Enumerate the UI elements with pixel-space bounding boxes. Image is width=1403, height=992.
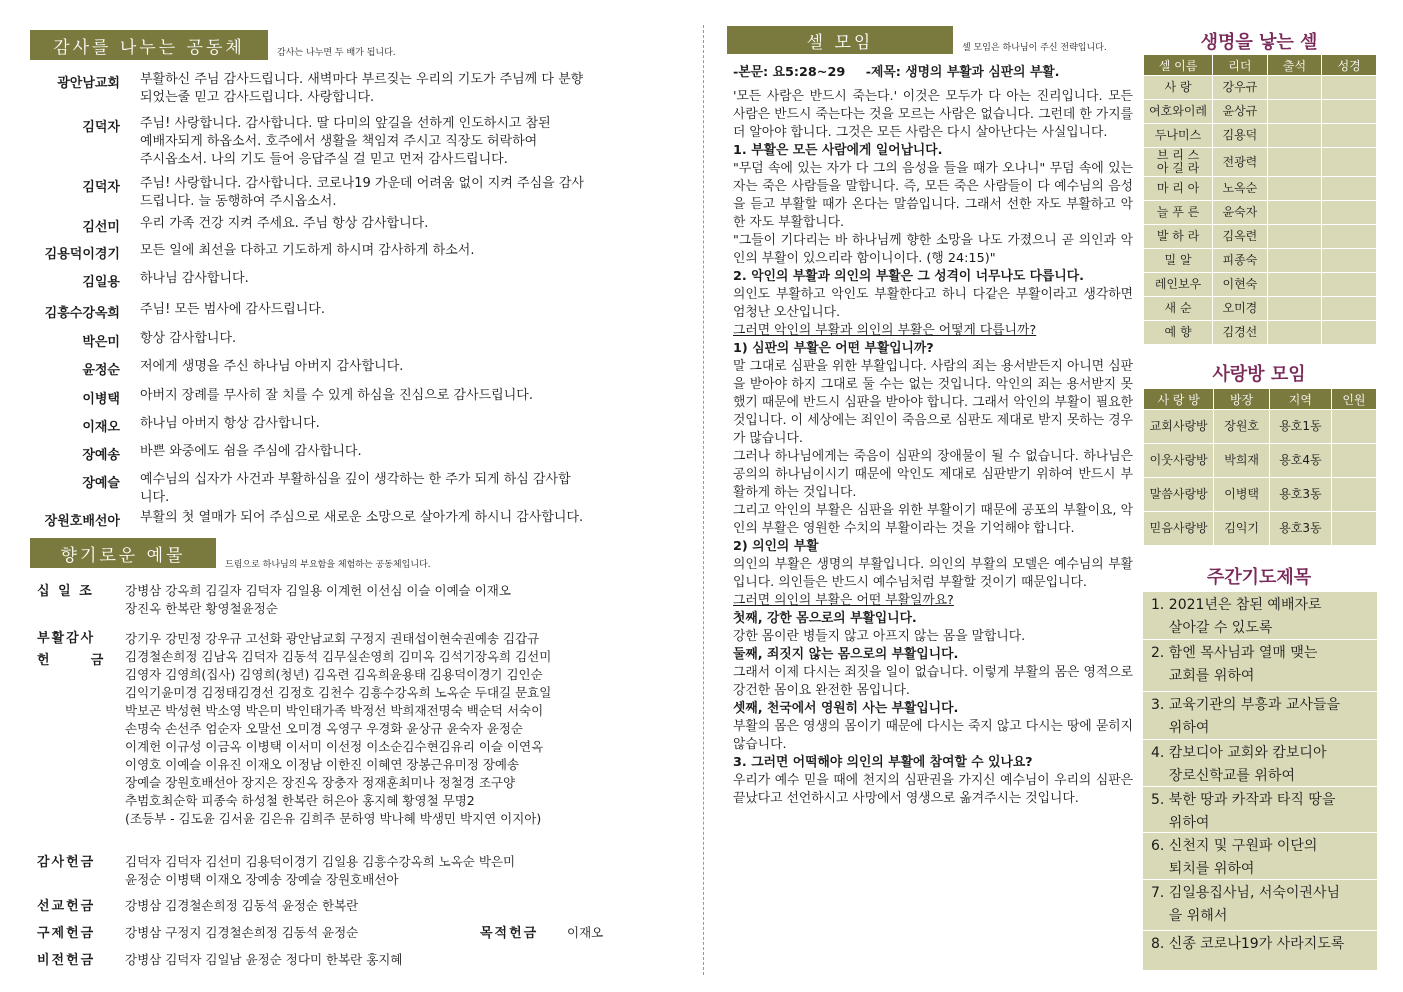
prayer-divider [1143,879,1377,880]
cell-heading: 2) 의인의 부활 [733,539,819,554]
table-cell [1267,249,1322,273]
table-row [1144,410,1377,444]
table-cell: 발 하 라 [1144,225,1213,249]
table-cell: 용호1동 [1269,410,1331,444]
table-cell [1322,177,1377,201]
table-cell [1267,297,1322,321]
table-cell [1322,76,1377,100]
vision-label: 비전헌금 [37,953,96,968]
easter-names: 강기우 강민정 강우규 고선화 광안남교회 구정지 권태섭이현숙권예송 김갑규 김경철손희정 김남옥 김덕자 김동석 김무실손영희 김미옥 김석기장옥희 김선미 김영자 김영희(집사) 김영희(청년) 김옥련 김옥희윤용태 김용덕이경기 김인순 김익기윤미경 김정태김경선 김정호 김천수 김흥수강옥희 노옥순 두대길 문효일 박보곤 박성현 박소영 박은미 박인태가족 박정선 박희재전명숙 백순덕 서숙이 손명숙 손선주 엄순자 오말선 오미경 옥영구 우경화 윤상규 윤숙자 윤정순 이계헌 이규성 이금옥 이병택 이서미 이선정 이소순김수현김유리 이슬 이연옥 이영호 이예슬 이유진 이재오 이정남 이한진 이혜연 장봉근유미정 장예송 장예슬 장원호배선아 장지은 장진옥 장충자 정재훈최미나 정철경 조구양 추범호최순학 피종숙 하성철 한복란 허은아 홍지혜 황영철 무명2 (조등부 - 김도윤 김서윤 김은유 김희주 문하영 박나혜 박생민 박지연 이지아) [125,631,552,826]
table-row [1144,444,1377,478]
table-cell [1322,225,1377,249]
table-cell: 윤상규 [1213,100,1268,124]
table-cell: 예 향 [1144,321,1213,345]
thanks-offering-names: 김덕자 김덕자 김선미 김용덕이경기 김일용 김흥수강옥희 노옥순 박은미 윤정순 이병택 이재오 장예송 장예슬 장원호배선아 [125,854,516,887]
table-cell: 용호3동 [1269,478,1331,512]
table-cell: 새 순 [1144,297,1213,321]
thanks-banner [30,30,268,60]
cell-caption: 셀 모임은 하나님이 주신 전략입니다. [962,43,1107,53]
cell-theme: -제목: 생명의 부활과 심판의 부활. [865,65,1060,80]
table-cell [1267,225,1322,249]
prayer-item: 2. 함엔 목사님과 열매 맺는 교회를 위하여 [1151,645,1318,684]
prayer-divider [1143,786,1377,787]
table-cell: 밀 알 [1144,249,1213,273]
thanks-giver-name: 이병택 [82,392,120,407]
table-cell [1331,478,1376,512]
cell-paragraph: 그러나 하나님에게는 죽음이 심판의 장애물이 될 수 없습니다. 하나님은 공의의 하나님이시기 때문에 악인도 제대로 심판받기 위하여 반드시 부활하게 하는 것입니다. [733,449,1133,500]
thanks-message: 바쁜 와중에도 쉼을 주심에 감사합니다. [140,444,362,459]
thanks-giver-name: 이재오 [82,420,120,435]
table-cell: 김경선 [1213,321,1268,345]
table-row [1144,321,1377,345]
table-cell: 김용덕 [1213,124,1268,148]
table-cell [1267,76,1322,100]
thanks-offering-label: 감사헌금 [37,855,96,870]
cell-paragraph: 말 그대로 심판을 위한 부활입니다. 사람의 죄는 용서받든지 아니면 심판을 받아야 하지 그대로 둘 수는 없는 것입니다. 악인의 죄는 용서받지 못했기 때문에 반드시 심판을 받아야 합니다. 그래서 악인의 부활이 필요한 것입니다. 이 세상에는 죄인이 죽음으로 심판도 제대로 받지 못하는 경우가 많습니다. [733,359,1133,446]
table-cell: 윤숙자 [1213,201,1268,225]
cell-paragraph: 강한 몸이란 병들지 않고 아프지 않는 몸을 말합니다. [733,629,1026,644]
thanks-giver-name: 장예송 [82,448,120,463]
thanks-giver-name: 김덕자 [82,120,120,135]
thanks-message: 저에게 생명을 주신 하나님 아버지 감사합니다. [140,359,404,374]
table-cell: 용호3동 [1269,512,1331,546]
thanks-message: 우리 가족 건강 지켜 주세요. 주님 항상 감사합니다. [140,216,429,231]
thanks-message: 모든 일에 최선을 다하고 기도하게 하시며 감사하게 하소서. [140,243,475,258]
table-row [1144,297,1377,321]
cell-heading: 첫째, 강한 몸으로의 부활입니다. [733,611,917,626]
table-row [1144,249,1377,273]
table-cell [1331,512,1376,546]
table-cell [1267,148,1322,177]
table-cell: 강우규 [1213,76,1268,100]
cell-question: 그러면 의인의 부활은 어떤 부활일까요? [733,593,954,608]
thanks-caption: 감사는 나누면 두 배가 됩니다. [277,48,396,58]
prayer-item: 1. 2021년은 참된 예배자로 살아갈 수 있도록 [1151,597,1322,636]
table-cell [1322,321,1377,345]
table-cell: 여호와이레 [1144,100,1213,124]
table-cell: 레인보우 [1144,273,1213,297]
prayer-item: 5. 북한 땅과 카작과 타직 땅을 위하여 [1151,792,1336,831]
thanks-giver-name: 김선미 [82,220,120,235]
thanks-message: 아버지 장례를 무사히 잘 치를 수 있게 하심을 진심으로 감사드립니다. [140,388,533,403]
prayer-item: 4. 캄보디아 교회와 캄보디아 장로신학교를 위하여 [1151,745,1327,784]
cell-banner [727,26,953,54]
life-cell-title: 생명을 낳는 셀 [1200,32,1318,53]
prayer-divider [1143,639,1377,640]
table-cell: 김옥련 [1213,225,1268,249]
table-cell [1322,201,1377,225]
vision-names: 강병삼 김덕자 김일남 윤정순 정다미 한복란 홍지혜 [125,952,403,967]
mission-label: 선교헌금 [37,899,96,914]
table-header: 방장 [1214,389,1270,410]
table-cell: 두나미스 [1144,124,1213,148]
table-cell: 이웃사랑방 [1144,444,1214,478]
cell-paragraph: 의인도 부활하고 악인도 부활한다고 하니 다같은 부활이라고 생각하면 엄청난 오산입니다. [733,287,1133,320]
tithe-label: 십 일 조 [37,584,94,599]
table-header: 리더 [1213,55,1268,76]
relief-label: 구제헌금 [37,926,96,941]
table-row [1144,177,1377,201]
table-cell [1322,124,1377,148]
relief-names: 강병삼 구정지 김경철손희정 김동석 윤정순 [125,925,359,940]
table-header: 출석 [1267,55,1322,76]
table-cell: 이병택 [1214,478,1270,512]
thanks-message: 주님! 모든 범사에 감사드립니다. [140,302,325,317]
thanks-message: 항상 감사합니다. [140,331,237,346]
cell-heading: 3. 그러면 어떡해야 의인의 부활에 참여할 수 있나요? [733,755,1033,770]
thanks-giver-name: 김일용 [82,275,120,290]
table-row [1144,148,1377,177]
page-fold-divider [703,25,704,975]
table-header: 인원 [1331,389,1376,410]
offering-caption: 드림으로 하나님의 부요함을 체험하는 공동체입니다. [225,560,431,570]
table-cell [1322,273,1377,297]
thanks-message: 주님! 사랑합니다. 감사합니다. 딸 다미의 앞길을 선하게 인도하시고 참된 예배자되게 하옵소서. 호주에서 생활을 책임져 주시고 직장도 허락하여 주시옵소서. 나의 기도 들어 응답주실 걸 믿고 먼저 감사드립니다. [140,116,551,167]
table-row [1144,100,1377,124]
thanks-message: 예수님의 십자가 사건과 부활하심을 깊이 생각하는 한 주가 되게 하심 감사합 니다. [140,472,571,505]
cell-heading: 2. 악인의 부활과 의인의 부활은 그 성격이 너무나도 다릅니다. [733,269,1084,284]
table-cell: 마 리 아 [1144,177,1213,201]
table-cell [1331,444,1376,478]
table-cell: 용호4동 [1269,444,1331,478]
cell-paragraph: 우리가 예수 믿을 때에 천지의 심판권을 가지신 예수님이 우리의 심판은 끝났다고 선언하시고 사망에서 영생으로 옮겨주시는 것입니다. [733,773,1133,806]
love-room-title: 사랑방 모임 [1212,364,1306,385]
thanks-message: 하나님 아버지 항상 감사합니다. [140,416,320,431]
prayer-divider [1143,691,1377,692]
cell-body [733,64,1133,808]
table-row [1144,273,1377,297]
table-cell: 사 랑 [1144,76,1213,100]
table-cell [1322,297,1377,321]
table-cell: 늘 푸 른 [1144,201,1213,225]
thanks-giver-name: 김덕자 [82,180,120,195]
mission-names: 강병삼 김경철손희정 김동석 윤정순 한복란 [125,898,359,913]
offering-title: 향기로운 예물 [60,545,186,566]
table-cell: 피종숙 [1213,249,1268,273]
table-cell: 박희재 [1214,444,1270,478]
thanks-message: 부활의 첫 열매가 되어 주심으로 새로운 소망으로 살아가게 하시니 감사합니다. [140,510,584,525]
cell-title: 셀 모임 [806,32,874,53]
prayer-item: 3. 교육기관의 부흥과 교사들을 위하여 [1151,697,1340,736]
table-cell: 말씀사랑방 [1144,478,1214,512]
table-row [1144,201,1377,225]
table-cell: 브 리 스 아 길 라 [1144,148,1213,177]
tithe-names: 강병삼 강옥희 김길자 김덕자 김일용 이계헌 이선심 이슬 이예슬 이재오 장진옥 한복란 황영철윤정순 [125,583,511,616]
table-row [1144,478,1377,512]
prayer-divider [1143,739,1377,740]
thanks-giver-name: 김흥수강옥희 [44,306,120,321]
table-row [1144,225,1377,249]
thanks-message: 하나님 감사합니다. [140,271,249,286]
cell-paragraph: 그래서 이제 다시는 죄짓을 일이 없습니다. 이렇게 부활의 몸은 영적으로 강건한 몸이요 완전한 몸입니다. [733,665,1133,698]
cell-scripture: -본문: 요5:28~29 [733,65,846,80]
cell-paragraph: '모든 사람은 반드시 죽는다.' 이것은 모두가 다 아는 진리입니다. 모든 사람은 반드시 죽는다는 것을 모르는 사람은 없습니다. 그런데 한 가지를 더 알아야 합니다. 그것은 모든 사람은 다시 살아난다는 사실입니다. [733,89,1133,140]
cell-heading: 둘째, 죄짓지 않는 몸으로의 부활입니다. [733,647,959,662]
table-cell: 전광력 [1213,148,1268,177]
table-row [1144,124,1377,148]
prayer-box [1143,592,1377,970]
thanks-message: 부활하신 주님 감사드립니다. 새벽마다 부르짖는 우리의 기도가 주님께 다 분향 되었는줄 믿고 감사드립니다. 사랑합니다. [140,72,584,105]
thanks-message: 주님! 사랑합니다. 감사합니다. 코로나19 가운데 어려움 없이 지켜 주심을 감사 드립니다. 늘 동행하여 주시옵소서. [140,176,584,209]
table-cell: 교회사랑방 [1144,410,1214,444]
table-header: 성경 [1322,55,1377,76]
thanks-giver-name: 박은미 [82,335,120,350]
table-cell: 장원호 [1214,410,1270,444]
cell-heading: 1) 심판의 부활은 어떤 부활입니까? [733,341,934,356]
cell-paragraph: "그들이 기다리는 바 하나님께 향한 소망을 나도 가졌으니 곧 의인과 악인의 부활이 있으리라 함이니이다. (행 24:15)" [733,233,1133,266]
cell-heading: 1. 부활은 모든 사람에게 일어납니다. [733,143,943,158]
cell-heading: 셋째, 천국에서 영원히 사는 부활입니다. [733,701,959,716]
table-header: 사 랑 방 [1144,389,1214,410]
table-cell [1322,100,1377,124]
prayer-item: 8. 신종 코로나19가 사라지도록 [1151,936,1345,952]
table-cell [1322,249,1377,273]
purpose-names: 이재오 [567,925,604,940]
easter-label: 부활감사 헌 금 [37,631,106,668]
table-cell [1267,201,1322,225]
thanks-title: 감사를 나누는 공동체 [53,37,245,58]
thanks-giver-name: 광안남교회 [57,76,120,91]
cell-paragraph: 그리고 악인의 부활은 심판을 위한 부활이기 때문에 공포의 부활이요, 악인의 부활은 영원한 수치의 부활이라는 것을 기억해야 합니다. [733,503,1133,536]
cell-question: 그러면 악인의 부활과 의인의 부활은 어떻게 다릅니까? [733,323,1037,338]
love-room-table [1143,388,1377,546]
cell-paragraph: "무덤 속에 있는 자가 다 그의 음성을 들을 때가 오나니" 무덤 속에 있는 자는 죽은 사람들을 말합니다. 즉, 모든 죽은 사람들이 다 예수님의 음성을 듣고 부활할 때가 온다는 말씀입니다. 그래서 선한 자도 부활하고 악한 자도 부활합니다. [733,161,1133,230]
cell-paragraph: 부활의 몸은 영생의 몸이기 때문에 다시는 죽지 않고 다시는 땅에 묻히지 않습니다. [733,719,1133,752]
table-row [1144,512,1377,546]
table-row [1144,76,1377,100]
table-header: 지역 [1269,389,1331,410]
prayer-item: 6. 신천지 및 구원파 이단의 퇴치를 위하여 [1151,838,1318,877]
table-cell: 이현숙 [1213,273,1268,297]
table-cell [1267,273,1322,297]
prayer-divider [1143,930,1377,931]
purpose-label: 목적헌금 [480,926,539,941]
table-cell [1322,148,1377,177]
prayer-title: 주간기도제목 [1206,567,1312,588]
table-cell [1267,100,1322,124]
table-cell [1267,177,1322,201]
table-cell: 김익기 [1214,512,1270,546]
table-cell: 노옥순 [1213,177,1268,201]
offering-banner [30,538,216,568]
thanks-giver-name: 장예슬 [82,476,120,491]
cell-paragraph: 의인의 부활은 생명의 부활입니다. 의인의 부활의 모델은 예수님의 부활입니다. 의인들은 반드시 예수님처럼 부활할 것이기 때문입니다. [733,557,1133,590]
prayer-divider [1143,832,1377,833]
table-cell [1267,124,1322,148]
thanks-giver-name: 윤정순 [82,363,120,378]
thanks-giver-name: 김용덕이경기 [44,247,120,262]
prayer-item: 7. 김일용집사님, 서숙이권사님 을 위해서 [1151,885,1340,924]
table-header: 셀 이름 [1144,55,1213,76]
thanks-giver-name: 장원호배선아 [44,514,120,529]
life-cell-table [1143,54,1377,345]
table-cell [1331,410,1376,444]
table-cell: 오미경 [1213,297,1268,321]
table-cell [1267,321,1322,345]
table-cell: 믿음사랑방 [1144,512,1214,546]
